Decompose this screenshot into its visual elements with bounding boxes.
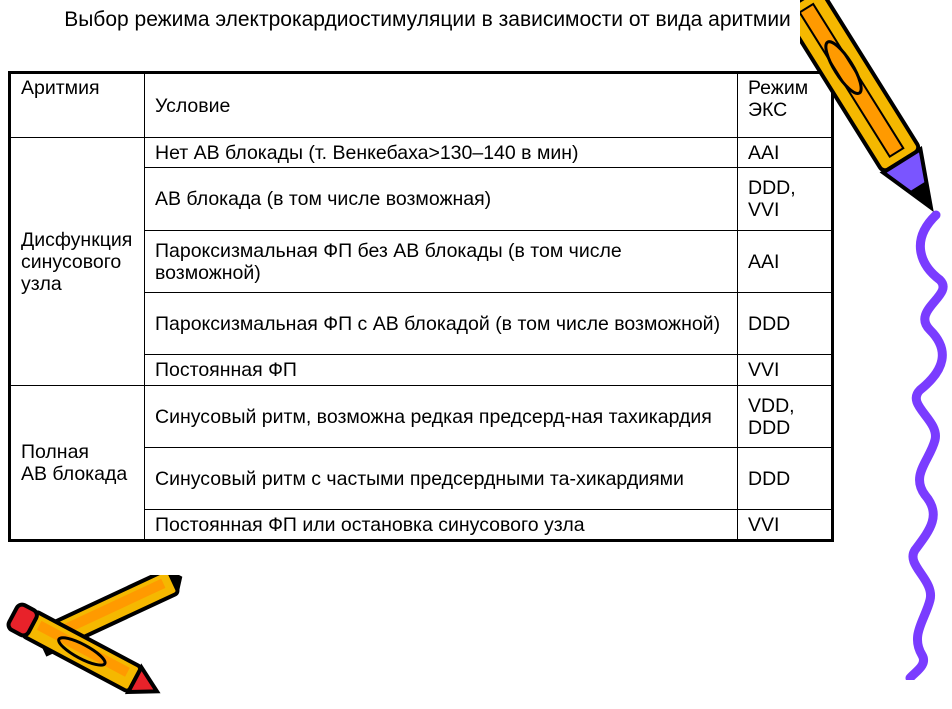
mode-cell xyxy=(738,386,833,448)
condition-cell: Синусовый ритм, возможна редкая предсерд-ная тахикардия xyxy=(145,386,738,448)
condition-cell: Постоянная ФП xyxy=(145,355,738,386)
purple-wavy-line-icon xyxy=(900,210,952,680)
mode-line: DDD xyxy=(748,416,791,439)
condition-cell: Синусовый ритм с частыми предсердными та-хикардиями xyxy=(145,448,738,510)
mode-line: VVI xyxy=(748,199,780,221)
crossed-pencils-clipart-icon xyxy=(0,575,195,709)
mode-cell: AAI xyxy=(738,138,833,168)
mode-cell: VVI xyxy=(738,355,833,386)
group-label-line: АВ блокада xyxy=(21,462,128,485)
page-title: Выбор режима электрокардиостимуляции в зависимости от вида аритмии xyxy=(64,8,791,31)
group-label-line: Полная xyxy=(21,440,89,463)
header-condition: Условие xyxy=(145,73,738,138)
mode-line: DDD, xyxy=(748,177,796,199)
mode-cell: DDD xyxy=(738,448,833,510)
group-label-sinus-node xyxy=(10,138,145,386)
condition-cell: Пароксизмальная ФП с АВ блокадой (в том числе возможной) xyxy=(145,293,738,355)
table-header-row xyxy=(10,73,833,138)
header-mode-line2: ЭКС xyxy=(748,99,788,121)
pacing-mode-table xyxy=(8,71,834,542)
table-row xyxy=(10,386,833,448)
mode-cell: DDD xyxy=(738,293,833,355)
table-row xyxy=(10,138,833,168)
condition-cell: Постоянная ФП или остановка синусового узла xyxy=(145,510,738,541)
condition-cell: Пароксизмальная ФП без АВ блокады (в том числе возможной) xyxy=(145,231,738,293)
condition-cell: Нет АВ блокады (т. Венкебаха>130–140 в мин) xyxy=(145,138,738,168)
pencil-clipart-icon xyxy=(800,0,945,225)
group-label-av-block xyxy=(10,386,145,541)
condition-cell: АВ блокада (в том числе возможная) xyxy=(145,168,738,231)
group-label-line: узла xyxy=(21,272,62,295)
mode-line: VDD, xyxy=(748,394,795,417)
group-label-line: синусового xyxy=(21,250,122,273)
group-label-line: Дисфункция xyxy=(21,228,133,251)
header-arrhythmia: Аритмия xyxy=(10,73,145,138)
header-mode-line1: Режим xyxy=(748,77,809,99)
mode-cell: AAI xyxy=(738,231,833,293)
mode-cell: VVI xyxy=(738,510,833,541)
